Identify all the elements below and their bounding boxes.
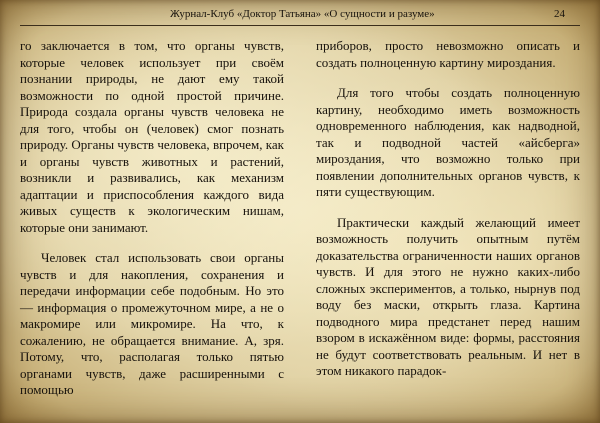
page-number: 24 [554, 8, 565, 20]
paragraph: Человек стал использовать свои органы чувств и для накопления, сохранения и передачи информации себе подобным. Но это — информация о промежуточном мире, а не о макромире или микромире. На что, к сожалению, не обращается внимание. А, зря. Потому, что, располагая только пятью органами чувств, даже расширенными с помощью [20, 250, 284, 397]
header-divider [20, 25, 580, 26]
left-column [20, 38, 284, 399]
journal-title: Журнал-Клуб «Доктор Татьяна» «О сущности и разуме» [170, 8, 435, 20]
paragraph: приборов, просто невозможно описать и создать полноценную картину мироздания. [316, 38, 580, 70]
paragraph: го заключается в том, что органы чувств, которые человек использует при своём познании природы, не дают ему такой возможности по одной простой причине. Природа создала органы чувств человека не для того, чтобы он (человек) смог познать природу. Органы чувств человека, впрочем, как и органы чувств животных и растений, возникли и развивались, как механизм адаптации и приспособления каждого вида живых существ к экологическим нишам, которые они занимают. [20, 38, 284, 235]
paragraph: Практически каждый желающий имеет возможность получить опытным путём доказательства ограниченности наших органов чувств. И для этого не нужно каких-либо сложных экспериментов, а только, нырнув под воду без маски, открыть глаза. Картина подводного мира предстанет перед нашим взором в искажённом виде: формы, расстояния не будут соответствовать реальным. И нет в этом никакого парадок- [316, 214, 580, 378]
right-column [316, 38, 580, 380]
page-header [0, 4, 600, 22]
paragraph: Для того чтобы создать полноценную картину, необходимо иметь возможность одновременного наблюдения, как надводной, так и подводной частей «айсберга» мироздания, что возможно только при появлении дополнительных органов чувств, к пяти существующим. [316, 85, 580, 199]
